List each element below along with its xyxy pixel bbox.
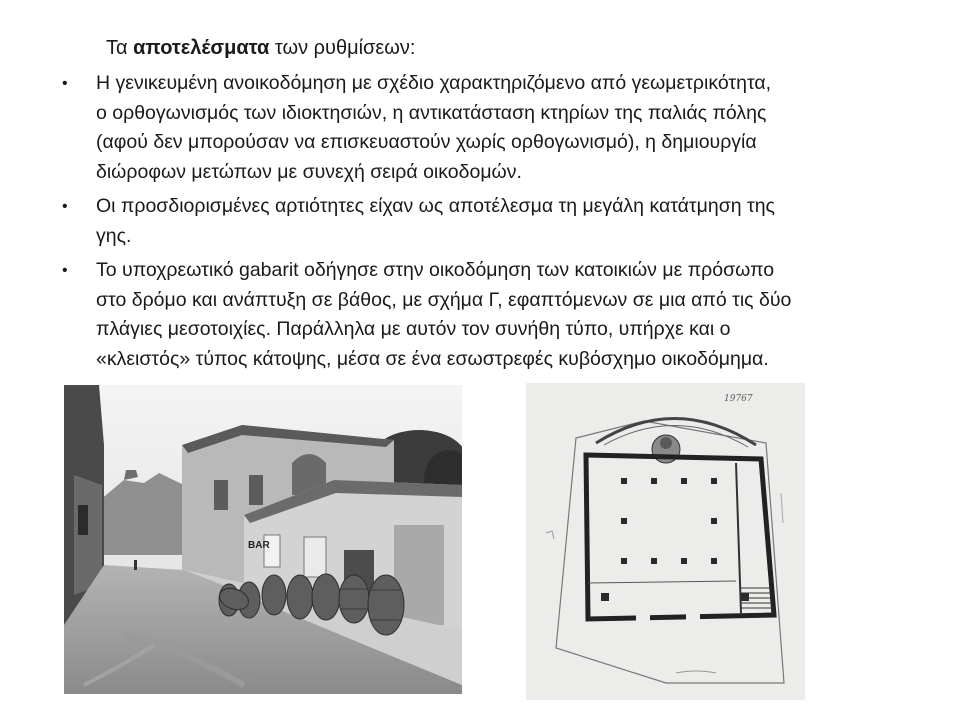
bullet-3-line-4: «κλειστός» τύπος κάτοψης, μέσα σε ένα εσωστρεφές κυβόσχημο οικοδόμημα. — [96, 347, 769, 370]
floor-plan-svg — [526, 383, 805, 700]
bullet-2-line-1: Οι προσδιορισμένες αρτιότητες είχαν ως αποτέλεσμα τη μεγάλη κατάτμηση της — [96, 195, 775, 217]
intro-heading — [106, 36, 415, 60]
bullet-1-line-3: (αφού δεν μπορούσαν να επισκευαστούν χωρίς ορθογωνισμό), η δημιουργία — [96, 131, 757, 153]
bullet-list — [62, 69, 916, 379]
plan-number: 19767 — [724, 394, 753, 404]
bullet-icon: • — [62, 75, 68, 92]
bullet-3-line-2: στο δρόμο και ανάπτυξη σε βάθος, με σχήμα Γ, εφαπτόμενων σε μια από τις δύο — [96, 288, 792, 311]
bullet-icon: • — [62, 262, 68, 279]
intro-suffix: των ρυθμίσεων: — [269, 37, 416, 59]
floor-plan-drawing — [526, 383, 805, 700]
intro-prefix: Τα — [106, 37, 134, 59]
bullet-item-3 — [62, 256, 916, 374]
bullet-3-line-3: πλάγιες μεσοτοιχίες. Παράλληλα με αυτόν τον συνήθη τύπο, υπήρχε και ο — [96, 318, 731, 340]
bullet-item-2 — [62, 192, 916, 251]
street-photo — [64, 385, 462, 694]
bullet-1-line-2: ο ορθογωνισμός των ιδιοκτησιών, η αντικατάσταση κτηρίων της παλιάς πόλης — [96, 101, 767, 124]
bullet-item-1 — [62, 69, 916, 187]
photo-sign-text: BAR — [248, 540, 270, 551]
intro-bold-word: αποτελέσματα — [133, 37, 270, 59]
bullet-2-line-2: γης. — [96, 224, 132, 247]
bullet-1-line-4: διώροφων μετώπων με συνεχή σειρά οικοδομών. — [96, 160, 522, 183]
bullet-icon: • — [62, 198, 68, 215]
bullet-1-line-1: Η γενικευμένη ανοικοδόμηση με σχέδιο χαρακτηριζόμενο από γεωμετρικότητα, — [96, 72, 772, 94]
street-photo-drawing — [64, 385, 462, 694]
bullet-3-line-1: Το υποχρεωτικό gabarit οδήγησε στην οικοδόμηση των κατοικιών με πρόσωπο — [96, 259, 775, 281]
